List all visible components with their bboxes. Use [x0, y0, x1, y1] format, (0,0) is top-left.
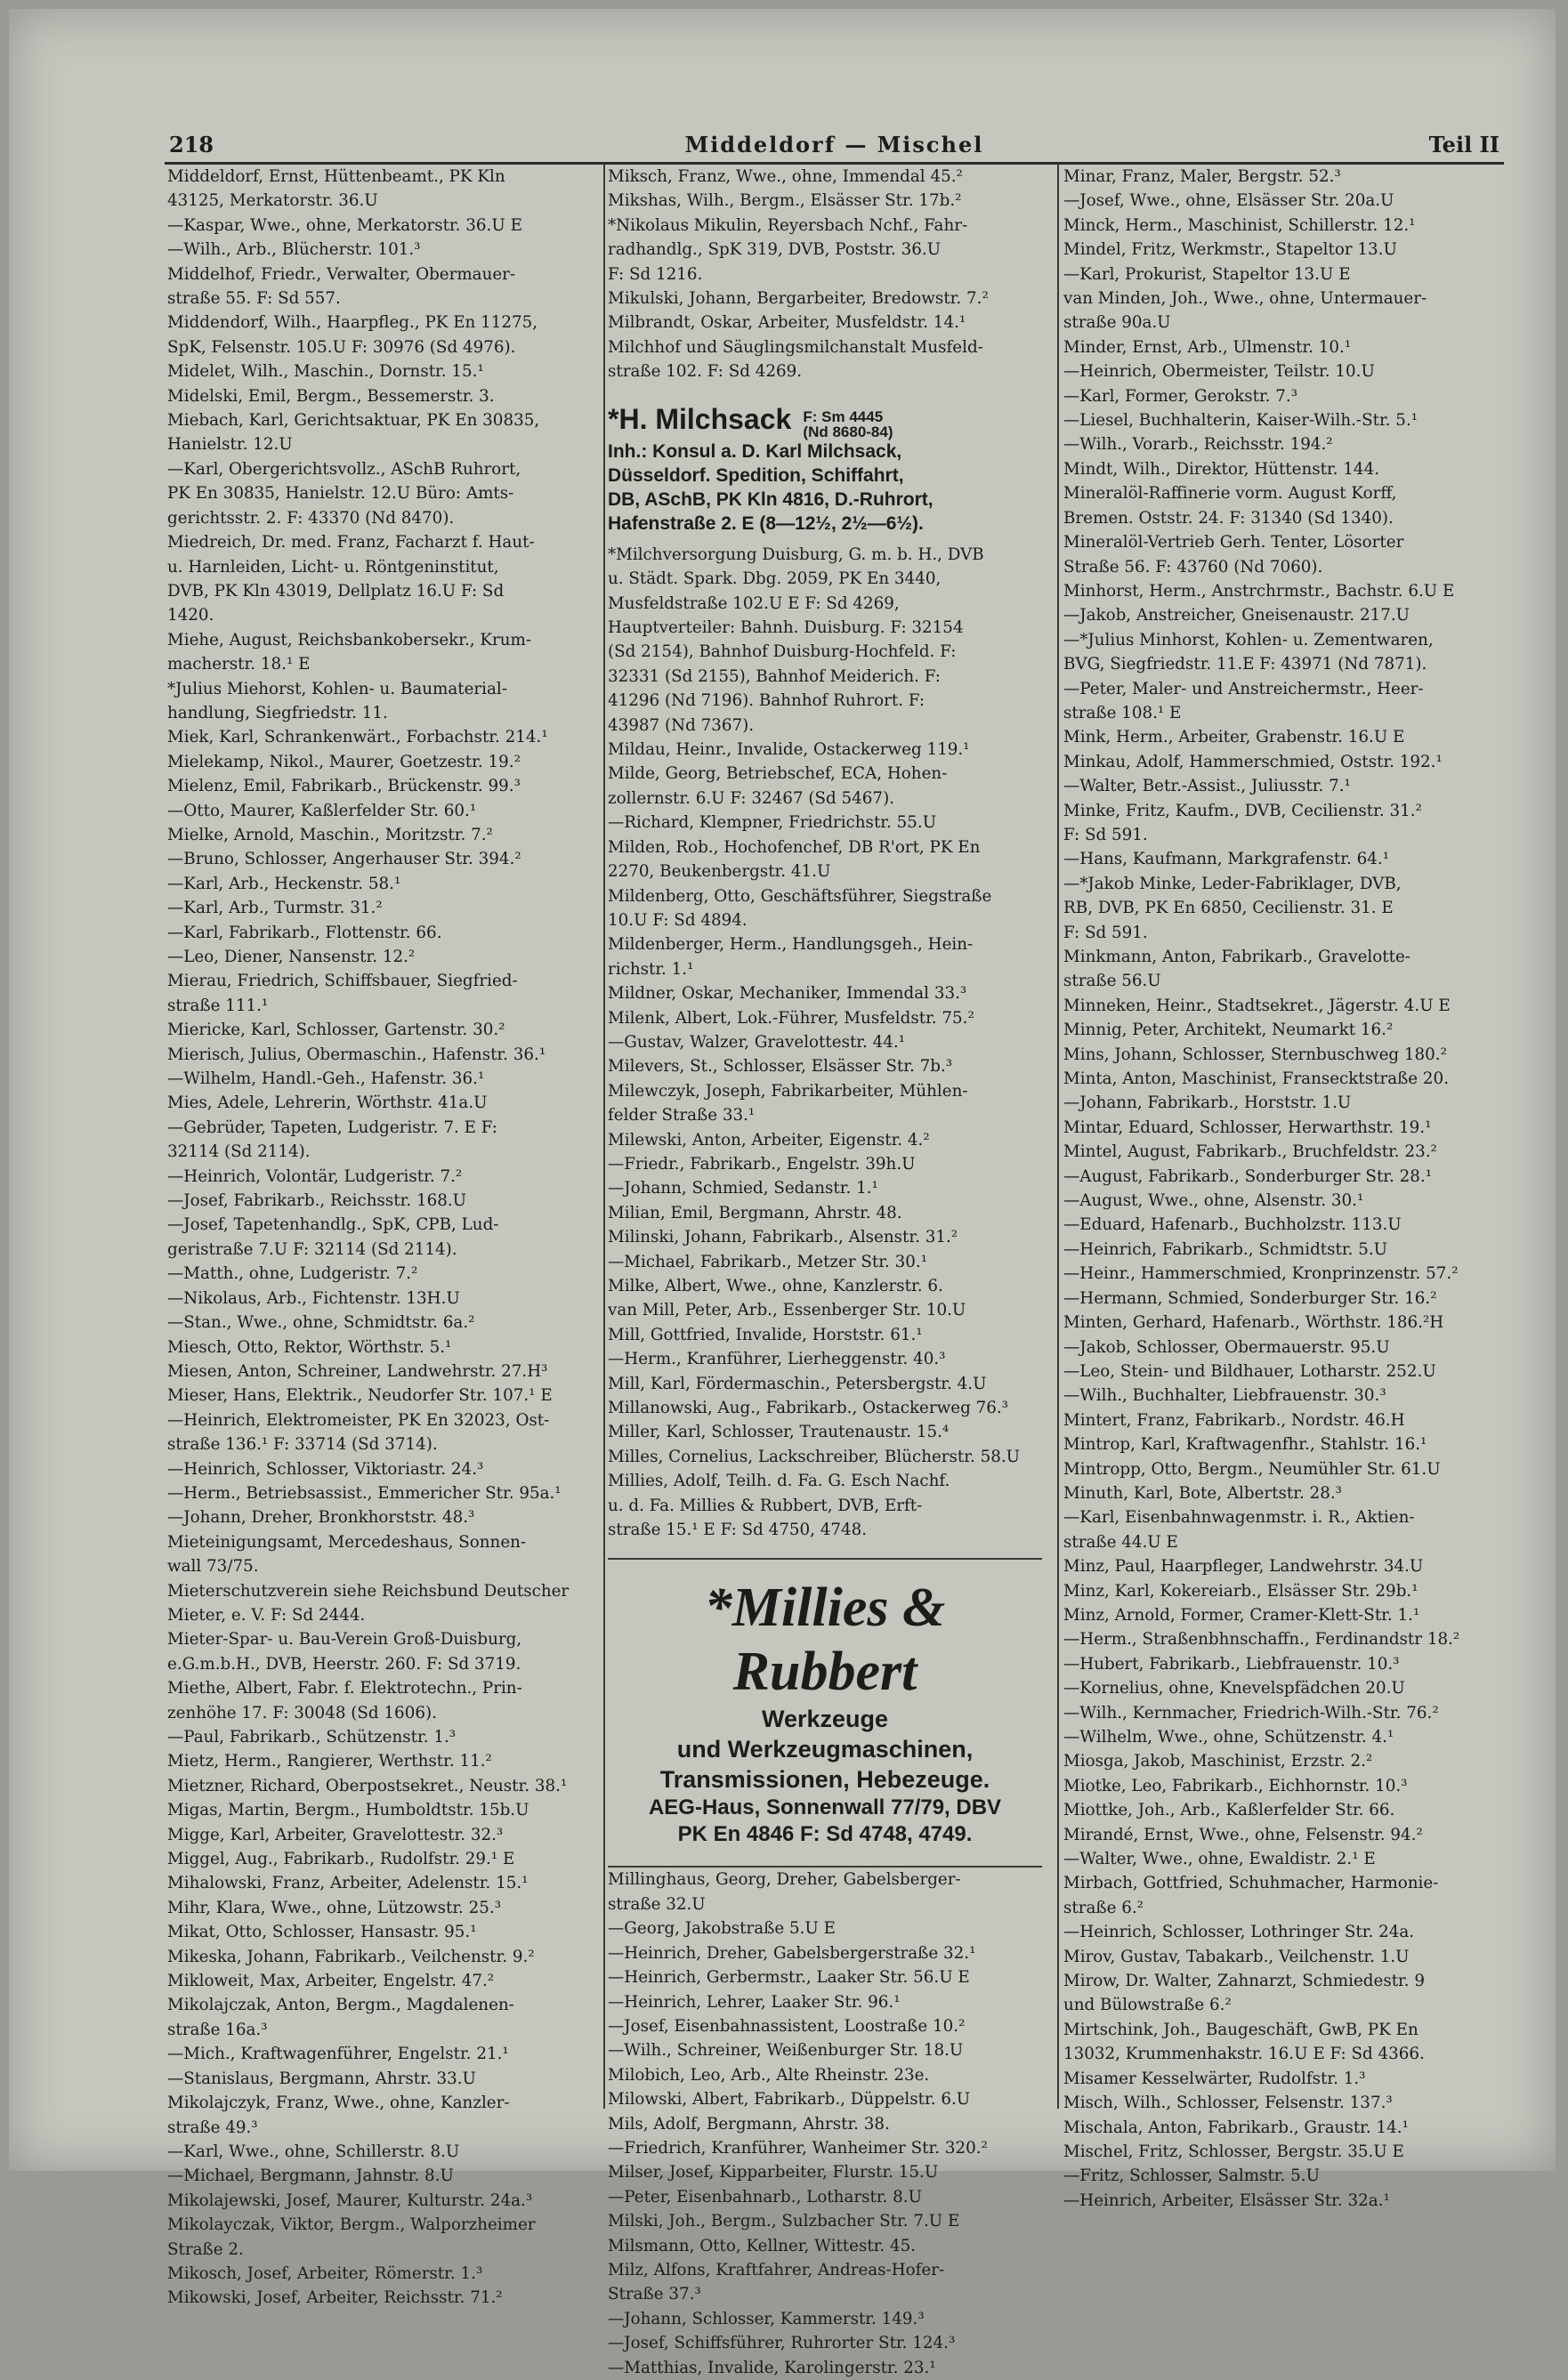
directory-line: F: Sd 591.	[1063, 825, 1148, 844]
directory-line: straße 55. F: Sd 557.	[167, 289, 341, 309]
directory-line: straße 111.¹	[167, 996, 269, 1015]
directory-line: straße 90a.U	[1063, 313, 1171, 333]
directory-line: straße 6.²	[1063, 1898, 1144, 1917]
directory-line: —Leo, Diener, Nansenstr. 12.²	[167, 948, 416, 966]
directory-line: straße 44.U E	[1063, 1532, 1178, 1552]
directory-line: —Herm., Kranführer, Lierheggenstr. 40.³	[608, 1350, 946, 1369]
directory-line: —Kaspar, Wwe., ohne, Merkatorstr. 36.U E	[167, 215, 522, 235]
directory-line: *Julius Miehorst, Kohlen- u. Baumaterial-	[167, 679, 507, 698]
directory-line: Minder, Ernst, Arb., Ulmenstr. 10.¹	[1063, 337, 1352, 357]
directory-line: u. Städt. Spark. Dbg. 2059, PK En 3440,	[608, 569, 942, 589]
directory-line: Mindel, Fritz, Werkmstr., Stapeltor 13.U	[1063, 240, 1397, 260]
directory-line: —Karl, Wwe., ohne, Schillerstr. 8.U	[167, 2142, 460, 2161]
ad-line: und Werkzeugmaschinen,	[676, 1736, 974, 1763]
directory-line: Straße 56. F: 43760 (Nd 7060).	[1063, 557, 1323, 577]
page-header	[165, 126, 1504, 165]
page-number: 218	[169, 132, 214, 157]
directory-line: Minz, Karl, Kokereiarb., Elsässer Str. 29b.¹	[1063, 1581, 1418, 1601]
milchsack-advertisement	[608, 402, 1042, 536]
directory-line: Miesch, Otto, Rektor, Wörthstr. 5.¹	[167, 1337, 452, 1357]
directory-line: van Minden, Joh., Wwe., ohne, Untermauer-	[1063, 289, 1427, 309]
directory-line: Minz, Paul, Haarpfleger, Landwehrstr. 34.U	[1063, 1557, 1424, 1577]
directory-line: —Georg, Jakobstraße 5.U E	[608, 1919, 836, 1939]
directory-line: Mintel, August, Fabrikarb., Bruchfeldstr. 23.²	[1063, 1142, 1437, 1162]
directory-line: —Wilh., Schreiner, Weißenburger Str. 18.U	[608, 2041, 964, 2061]
directory-line: Minhorst, Herm., Anstrchrmstr., Bachstr. 6.U E	[1063, 581, 1455, 601]
directory-line: —Stanislaus, Bergmann, Ahrstr. 33.U	[167, 2069, 476, 2088]
directory-line: 41296 (Nd 7196). Bahnhof Ruhrort. F:	[608, 691, 925, 711]
directory-line: Mikshas, Wilh., Bergm., Elsässer Str. 17b.²	[608, 191, 962, 211]
directory-line: Mieter-Spar- u. Bau-Verein Groß-Duisburg,	[167, 1630, 522, 1650]
directory-line: —Hermann, Schmied, Sonderburger Str. 16.²	[1063, 1288, 1437, 1308]
directory-line: F: Sd 1216.	[608, 264, 703, 284]
directory-line: Milles, Cornelius, Lackschreiber, Blücherstr. 58.U	[608, 1447, 1021, 1466]
directory-line: Bremen. Oststr. 24. F: 31340 (Sd 1340).	[1063, 508, 1394, 528]
directory-line: Mikat, Otto, Schlosser, Hansastr. 95.¹	[167, 1923, 477, 1942]
directory-line: Mihalowski, Franz, Arbeiter, Adelenstr. 15.¹	[167, 1874, 529, 1893]
directory-line: —Peter, Maler- und Anstreichermstr., Heer-	[1063, 679, 1424, 698]
directory-line: Mihr, Klara, Wwe., ohne, Lützowstr. 25.³	[167, 1898, 502, 1917]
directory-line: Hafenstraße 2. E (8—12½, 2½—6½).	[608, 512, 924, 534]
directory-line: straße 56.U	[1063, 972, 1161, 991]
directory-line: —Heinrich, Schlosser, Lothringer Str. 24a.	[1063, 1923, 1415, 1942]
directory-line: —Gebrüder, Tapeten, Ludgeristr. 7. E F:	[167, 1117, 497, 1137]
directory-line: Mins, Johann, Schlosser, Sternbuschweg 180.²	[1063, 1045, 1447, 1064]
directory-line: —Eduard, Hafenarb., Buchholzstr. 113.U	[1063, 1215, 1402, 1235]
directory-line: —Michael, Fabrikarb., Metzer Str. 30.¹	[608, 1252, 928, 1271]
directory-line: Minten, Gerhard, Hafenarb., Wörthstr. 186.²H	[1063, 1313, 1444, 1333]
directory-line: straße 15.¹ E F: Sd 4750, 4748.	[608, 1521, 868, 1540]
directory-line: —*Jakob Minke, Leder-Fabriklager, DVB,	[1063, 874, 1402, 893]
ad-line: AEG-Haus, Sonnenwall 77/79, DBV	[648, 1795, 1002, 1820]
directory-line: und Bülowstraße 6.²	[1063, 1996, 1232, 2015]
directory-line: Mieterschutzverein siehe Reichsbund Deutscher	[167, 1581, 570, 1601]
directory-line: SpK, Felsenstr. 105.U F: 30976 (Sd 4976).	[167, 337, 516, 357]
directory-line: Milchhof und Säuglingsmilchanstalt Musfeld-	[608, 337, 983, 357]
directory-line: —Heinrich, Fabrikarb., Schmidtstr. 5.U	[1063, 1239, 1388, 1259]
directory-line: Mikolayczak, Viktor, Bergm., Walporzheimer	[167, 2215, 536, 2235]
directory-line: Minta, Anton, Maschinist, Fransecktstraße 20.	[1063, 1069, 1450, 1089]
entries-top	[608, 165, 1042, 384]
directory-line: —Gustav, Walzer, Gravelottestr. 44.¹	[608, 1032, 906, 1052]
directory-line: Miehe, August, Reichsbankobersekr., Krum-	[167, 630, 532, 649]
directory-line: 1420.	[167, 606, 214, 625]
millies-rubbert-advertisement	[608, 1558, 1042, 1868]
directory-line: —Johann, Fabrikarb., Horststr. 1.U	[1063, 1093, 1352, 1113]
directory-line: DVB, PK Kln 43019, Dellplatz 16.U F: Sd	[167, 581, 505, 601]
directory-line: Hanielstr. 12.U	[167, 435, 293, 455]
directory-line: —Wilh., Kernmacher, Friedrich-Wilh.-Str. 76.²	[1063, 1703, 1439, 1722]
ad-line: Transmissionen, Hebezeuge.	[659, 1766, 990, 1794]
directory-line: Mischala, Anton, Fabrikarb., Graustr. 14.¹	[1063, 2118, 1409, 2137]
directory-line: —Heinrich, Gerbermstr., Laaker Str. 56.U E	[608, 1968, 970, 1988]
directory-line: Mieteinigungsamt, Mercedeshaus, Sonnen-	[167, 1532, 527, 1552]
directory-line: PK En 30835, Hanielstr. 12.U Büro: Amts-	[167, 484, 514, 504]
directory-line: Mildner, Oskar, Mechaniker, Immendal 33.³	[608, 984, 967, 1004]
directory-line: DB, ASchB, PK Kln 4816, D.-Ruhrort,	[608, 488, 934, 510]
directory-line: Middeldorf, Ernst, Hüttenbeamt., PK Kln	[167, 167, 505, 186]
directory-line: 43125, Merkatorstr. 36.U	[167, 191, 378, 211]
directory-line: —Heinrich, Lehrer, Laaker Str. 96.¹	[608, 1992, 901, 2012]
directory-line: Mischel, Fritz, Schlosser, Bergstr. 35.U E	[1063, 2142, 1404, 2161]
directory-line: 32331 (Sd 2155), Bahnhof Meiderich. F:	[608, 666, 941, 686]
directory-line: Mierau, Friedrich, Schiffsbauer, Siegfried-	[167, 972, 518, 991]
directory-line: Mirbach, Gottfried, Schuhmacher, Harmonie-	[1063, 1874, 1439, 1893]
directory-line: (Sd 2154), Bahnhof Duisburg-Hochfeld. F:	[608, 642, 957, 662]
directory-line: Mirov, Gustav, Tabakarb., Veilchenstr. 1.U	[1063, 1947, 1410, 1966]
directory-line: —August, Wwe., ohne, Alsenstr. 30.¹	[1063, 1191, 1364, 1211]
directory-line: Mietz, Herm., Rangierer, Werthstr. 11.²	[167, 1752, 492, 1771]
directory-line: straße 108.¹ E	[1063, 703, 1182, 722]
directory-line: Mill, Gottfried, Invalide, Horststr. 61.¹	[608, 1325, 923, 1344]
directory-line: —Johann, Dreher, Bronkhorststr. 48.³	[167, 1508, 475, 1528]
directory-line: 13032, Krummenhakstr. 16.U E F: Sd 4366.	[1063, 2045, 1425, 2064]
directory-line: —Josef, Tapetenhandlg., SpK, CPB, Lud-	[167, 1215, 499, 1235]
directory-line: —Wilhelm, Handl.-Geh., Hafenstr. 36.¹	[167, 1069, 485, 1089]
directory-line: Milowski, Albert, Fabrikarb., Düppelstr. 6.U	[608, 2090, 971, 2110]
directory-line: straße 16a.³	[167, 2020, 268, 2039]
directory-line: —Richard, Klempner, Friedrichstr. 55.U	[608, 813, 937, 833]
directory-line: Middelhof, Friedr., Verwalter, Obermauer-	[167, 264, 516, 284]
directory-line: —Friedr., Fabrikarb., Engelstr. 39h.U	[608, 1154, 916, 1174]
directory-line: Miethe, Albert, Fabr. f. Elektrotechn., Prin-	[167, 1679, 522, 1698]
directory-line: —Herm., Betriebsassist., Emmericher Str. 95a.¹	[167, 1483, 562, 1503]
directory-line: BVG, Siegfriedstr. 11.E F: 43971 (Nd 7871).	[1063, 655, 1427, 674]
directory-line: Minz, Arnold, Former, Cramer-Klett-Str. 1.¹	[1063, 1605, 1420, 1625]
directory-line: Mikulski, Johann, Bergarbeiter, Bredowstr. 7.²	[608, 289, 989, 309]
directory-line: —Fritz, Schlosser, Salmstr. 5.U	[1063, 2166, 1321, 2186]
directory-line: Mikowski, Josef, Arbeiter, Reichsstr. 71.²	[167, 2288, 503, 2308]
directory-line: Miller, Karl, Schlosser, Trautenaustr. 15.⁴	[608, 1423, 950, 1442]
directory-line: Millies, Adolf, Teilh. d. Fa. G. Esch Nachf.	[608, 1472, 950, 1491]
directory-line: u. Harnleiden, Licht- u. Röntgeninstitut,	[167, 557, 499, 577]
column-left	[167, 165, 602, 2311]
directory-line: Mieter, e. V. F: Sd 2444.	[167, 1605, 366, 1625]
directory-line: —Josef, Schiffsführer, Ruhrorter Str. 124.³	[608, 2334, 956, 2353]
directory-line: —Matthias, Invalide, Karolingerstr. 23.¹	[608, 2358, 936, 2377]
directory-line: Midelski, Emil, Bergm., Bessemerstr. 3.	[167, 386, 495, 406]
directory-line: —Michael, Bergmann, Jahnstr. 8.U	[167, 2166, 454, 2186]
directory-line: —Walter, Betr.-Assist., Juliusstr. 7.¹	[1063, 777, 1351, 796]
directory-line: Düsseldorf. Spedition, Schiffahrt,	[608, 464, 904, 486]
directory-line: Miebach, Karl, Gerichtsaktuar, PK En 30835,	[167, 411, 540, 431]
entries-bottom	[608, 1868, 1042, 2380]
directory-line: —Matth., ohne, Ludgeristr. 7.²	[167, 1264, 418, 1284]
directory-line: Midelet, Wilh., Maschin., Dornstr. 15.¹	[167, 362, 484, 382]
directory-line: Millanowski, Aug., Fabrikarb., Ostackerweg 76.³	[608, 1399, 1008, 1418]
directory-line: —Heinrich, Elektromeister, PK En 32023, Ost-	[167, 1410, 550, 1430]
directory-line: —Nikolaus, Arb., Fichtenstr. 13H.U	[167, 1288, 460, 1308]
directory-line: —Wilhelm, Wwe., ohne, Schützenstr. 4.¹	[1063, 1728, 1394, 1747]
directory-line: Misch, Wilh., Schlosser, Felsenstr. 137.³	[1063, 2094, 1393, 2113]
directory-line: zenhöhe 17. F: 30048 (Sd 1606).	[167, 1703, 437, 1722]
directory-line: Miotke, Leo, Fabrikarb., Eichhornstr. 10.³	[1063, 1776, 1408, 1795]
directory-line: Mielekamp, Nikol., Maurer, Goetzestr. 19.²	[167, 752, 521, 771]
directory-line: —Karl, Eisenbahnwagenmstr. i. R., Aktien-	[1063, 1508, 1415, 1528]
directory-line: Miedreich, Dr. med. Franz, Facharzt f. Haut-	[167, 533, 535, 553]
column-middle	[608, 165, 1042, 2380]
directory-line: Mikosch, Josef, Arbeiter, Römerstr. 1.³	[167, 2263, 483, 2283]
directory-line: macherstr. 18.¹ E	[167, 655, 311, 674]
directory-line: —Heinrich, Dreher, Gabelsbergerstraße 32.¹	[608, 1943, 976, 1963]
directory-line: 32114 (Sd 2114).	[167, 1142, 311, 1162]
directory-line: Minke, Fritz, Kaufm., DVB, Cecilienstr. 31.²	[1063, 801, 1422, 820]
directory-line: Middendorf, Wilh., Haarpfleg., PK En 11275,	[167, 313, 538, 333]
directory-line: —Wilh., Buchhalter, Liebfrauenstr. 30.³	[1063, 1386, 1386, 1406]
directory-line: Miek, Karl, Schrankenwärt., Forbachstr. 214.¹	[167, 728, 548, 747]
directory-line: —Jakob, Schlosser, Obermauerstr. 95.U	[1063, 1337, 1390, 1357]
directory-line: —Wilh., Vorarb., Reichsstr. 194.²	[1063, 435, 1333, 455]
directory-line: Minck, Herm., Maschinist, Schillerstr. 12.¹	[1063, 215, 1416, 235]
directory-line: 43987 (Nd 7367).	[608, 715, 755, 735]
millies-rubbert-name: *Millies & Rubbert	[704, 1577, 946, 1703]
directory-line: Mierisch, Julius, Obermaschin., Hafenstr. 36.¹	[167, 1045, 546, 1064]
directory-line: Mill, Karl, Fördermaschin., Petersbergstr. 4.U	[608, 1374, 987, 1393]
directory-line: Minnig, Peter, Architekt, Neumarkt 16.²	[1063, 1021, 1394, 1040]
directory-line: Inh.: Konsul a. D. Karl Milchsack,	[608, 440, 902, 462]
directory-line: Mirow, Dr. Walter, Zahnarzt, Schmiedestr. 9	[1063, 1972, 1426, 1991]
directory-line: —Walter, Wwe., ohne, Ewaldistr. 2.¹ E	[1063, 1850, 1376, 1869]
ad-line: Werkzeuge	[761, 1706, 889, 1733]
directory-line: —August, Fabrikarb., Sonderburger Str. 28.¹	[1063, 1166, 1433, 1186]
directory-line: —Paul, Fabrikarb., Schützenstr. 1.³	[167, 1728, 457, 1747]
directory-line: Mikolajewski, Josef, Maurer, Kulturstr. 24a.³	[167, 2190, 533, 2210]
ad-line: PK En 4846 F: Sd 4748, 4749.	[677, 1822, 973, 1847]
directory-line: —Kornelius, ohne, Knevelspfädchen 20.U	[1063, 1679, 1405, 1698]
directory-line: Mink, Herm., Arbeiter, Grabenstr. 16.U E	[1063, 728, 1405, 747]
directory-line: straße 136.¹ F: 33714 (Sd 3714).	[167, 1435, 438, 1455]
directory-line: Milden, Rob., Hochofenchef, DB R'ort, PK En	[608, 837, 981, 857]
directory-line: Mildenberg, Otto, Geschäftsführer, Siegstraße	[608, 886, 992, 906]
directory-line: *Milchversorgung Duisburg, G. m. b. H., DVB	[608, 545, 984, 564]
directory-line: Milke, Albert, Wwe., ohne, Kanzlerstr. 6.	[608, 1277, 943, 1296]
directory-line: Millinghaus, Georg, Dreher, Gabelsberger-	[608, 1870, 961, 1890]
directory-line: —Jakob, Anstreicher, Gneisenaustr. 217.U	[1063, 606, 1410, 625]
directory-line: —Karl, Fabrikarb., Flottenstr. 66.	[167, 923, 442, 942]
directory-line: Mirandé, Ernst, Wwe., ohne, Felsenstr. 94.²	[1063, 1825, 1423, 1844]
directory-line: —Josef, Fabrikarb., Reichsstr. 168.U	[167, 1191, 467, 1211]
part-label: Teil II	[1428, 132, 1499, 157]
directory-line: Mikloweit, Max, Arbeiter, Engelstr. 47.²	[167, 1972, 495, 1991]
directory-line: Milevers, St., Schlosser, Elsässer Str. 7b.³	[608, 1057, 953, 1077]
column-right	[1063, 165, 1498, 2213]
directory-line: —Josef, Wwe., ohne, Elsässer Str. 20a.U	[1063, 191, 1394, 211]
directory-line: gerichtsstr. 2. F: 43370 (Nd 8470).	[167, 508, 455, 528]
directory-line: Miggel, Aug., Fabrikarb., Rudolfstr. 29.¹ E	[167, 1850, 515, 1869]
directory-line: richstr. 1.¹	[608, 959, 694, 979]
directory-line: *Nikolaus Mikulin, Reyersbach Nchf., Fahr-	[608, 215, 968, 235]
directory-line: Mikeska, Johann, Fabrikarb., Veilchenstr. 9.²	[167, 1947, 535, 1966]
directory-line: Straße 37.³	[608, 2285, 701, 2304]
directory-line: Milobich, Leo, Arb., Alte Rheinstr. 23e.	[608, 2065, 930, 2085]
directory-line: Milz, Alfons, Kraftfahrer, Andreas-Hofer-	[608, 2260, 945, 2279]
directory-line: Milde, Georg, Betriebschef, ECA, Hohen-	[608, 764, 948, 784]
directory-line: Minar, Franz, Maler, Bergstr. 52.³	[1063, 167, 1341, 186]
directory-line: —Leo, Stein- und Bildhauer, Lotharstr. 252.U	[1063, 1361, 1436, 1381]
directory-line: Miericke, Karl, Schlosser, Gartenstr. 30.²	[167, 1021, 505, 1040]
column-rule	[1057, 165, 1059, 2109]
directory-line: Mindt, Wilh., Direktor, Hüttenstr. 144.	[1063, 459, 1380, 479]
directory-line: Mirtschink, Joh., Baugeschäft, GwB, PK En	[1063, 2020, 1418, 2039]
directory-line: —Wilh., Arb., Blücherstr. 101.³	[167, 240, 421, 260]
directory-line: Straße 2.	[167, 2239, 244, 2259]
directory-line: Milenk, Albert, Lok.-Führer, Musfeldstr. 75.²	[608, 1008, 974, 1028]
directory-line: —Karl, Former, Gerokstr. 7.³	[1063, 386, 1298, 406]
directory-line: —Hubert, Fabrikarb., Liebfrauenstr. 10.³	[1063, 1654, 1400, 1674]
directory-line: Milsmann, Otto, Kellner, Wittestr. 45.	[608, 2236, 917, 2255]
directory-line: —Friedrich, Kranführer, Wanheimer Str. 320.²	[608, 2138, 988, 2158]
directory-line: —Hans, Kaufmann, Markgrafenstr. 64.¹	[1063, 850, 1390, 869]
directory-line: F: Sd 591.	[1063, 923, 1148, 942]
directory-line: handlung, Siegfriedstr. 11.	[167, 703, 388, 722]
directory-line: Miosga, Jakob, Maschinist, Erzstr. 2.²	[1063, 1752, 1373, 1771]
directory-line: —Johann, Schmied, Sedanstr. 1.¹	[608, 1179, 878, 1198]
directory-line: Milski, Joh., Bergm., Sulzbacher Str. 7.U E	[608, 2212, 960, 2231]
directory-line: Mildau, Heinr., Invalide, Ostackerweg 119.¹	[608, 740, 970, 760]
directory-line: —Liesel, Buchhalterin, Kaiser-Wilh.-Str. 5.¹	[1063, 411, 1418, 431]
directory-line: Mikolajczak, Anton, Bergm., Magdalenen-	[167, 1996, 514, 2015]
directory-line: —Otto, Maurer, Kaßlerfelder Str. 60.¹	[167, 801, 477, 820]
directory-line: Milinski, Johann, Fabrikarb., Alsenstr. 31.²	[608, 1228, 958, 1247]
directory-line: Miesen, Anton, Schreiner, Landwehrstr. 27.H³	[167, 1361, 548, 1381]
directory-line: Mineralöl-Vertrieb Gerh. Tenter, Lösorter	[1063, 533, 1404, 553]
directory-line: Milian, Emil, Bergmann, Ahrstr. 48.	[608, 1203, 902, 1222]
directory-line: u. d. Fa. Millies & Rubbert, DVB, Erft-	[608, 1496, 923, 1515]
directory-line: —*Julius Minhorst, Kohlen- u. Zementwaren,	[1063, 630, 1434, 649]
milchsack-phone: F: Sm 4445 (Nd 8680-84)	[803, 407, 893, 440]
directory-line: Migge, Karl, Arbeiter, Gravelottestr. 32.³	[167, 1825, 504, 1844]
directory-line: RB, DVB, PK En 6850, Cecilienstr. 31. E	[1063, 899, 1394, 918]
milchsack-name: *H. Milchsack	[608, 402, 792, 435]
directory-line: Milewczyk, Joseph, Fabrikarbeiter, Mühlen-	[608, 1081, 968, 1101]
directory-line: —Heinrich, Arbeiter, Elsässer Str. 32a.¹	[1063, 2190, 1390, 2210]
directory-line: —Johann, Schlosser, Kammerstr. 149.³	[608, 2309, 925, 2328]
directory-line: —Herm., Straßenbhnschaffn., Ferdinandstr 18.²	[1063, 1630, 1460, 1650]
directory-line: —Karl, Obergerichtsvollz., ASchB Ruhrort,	[167, 459, 521, 479]
directory-line: —Heinrich, Volontär, Ludgeristr. 7.²	[167, 1166, 463, 1186]
directory-line: Mietzner, Richard, Oberpostsekret., Neustr. 38.¹	[167, 1776, 568, 1795]
directory-line: radhandlg., SpK 319, DVB, Poststr. 36.U	[608, 240, 942, 260]
directory-line: Minkau, Adolf, Hammerschmied, Oststr. 192.¹	[1063, 752, 1443, 771]
column-rule	[603, 165, 605, 2109]
directory-line: Milbrandt, Oskar, Arbeiter, Musfeldstr. 14.¹	[608, 313, 966, 333]
directory-line: Milser, Josef, Kipparbeiter, Flurstr. 15.U	[608, 2163, 939, 2182]
directory-line: Mils, Adolf, Bergmann, Ahrstr. 38.	[608, 2114, 890, 2134]
directory-line: —Bruno, Schlosser, Angerhauser Str. 394.²	[167, 850, 521, 869]
directory-line: Mielke, Arnold, Maschin., Moritzstr. 7.²	[167, 825, 493, 844]
directory-line: —Karl, Prokurist, Stapeltor 13.U E	[1063, 264, 1351, 284]
milchsack-lines	[608, 440, 1042, 536]
directory-line: Minneken, Heinr., Stadtsekret., Jägerstr. 4.U E	[1063, 996, 1451, 1015]
directory-line: Miksch, Franz, Wwe., ohne, Immendal 45.²	[608, 167, 963, 186]
directory-line: Mintropp, Otto, Bergm., Neumühler Str. 61.U	[1063, 1459, 1441, 1479]
directory-line: Minkmann, Anton, Fabrikarb., Gravelotte-	[1063, 948, 1410, 966]
directory-line: Milewski, Anton, Arbeiter, Eigenstr. 4.²	[608, 1130, 930, 1150]
directory-line: —Karl, Arb., Heckenstr. 58.¹	[167, 874, 401, 893]
directory-line: Mintert, Franz, Fabrikarb., Nordstr. 46.H	[1063, 1410, 1405, 1430]
directory-line: Mildenberger, Herm., Handlungsgeh., Hein-	[608, 935, 974, 955]
directory-line: Mineralöl-Raffinerie vorm. August Korff,	[1063, 484, 1397, 504]
directory-line: —Peter, Eisenbahnarb., Lotharstr. 8.U	[608, 2187, 923, 2207]
directory-line: geristraße 7.U F: 32114 (Sd 2114).	[167, 1239, 457, 1259]
directory-page	[9, 9, 1556, 2377]
directory-line: Misamer Kesselwärter, Rudolfstr. 1.³	[1063, 2069, 1366, 2088]
directory-line: Mieser, Hans, Elektrik., Neudorfer Str. 107.¹ E	[167, 1386, 553, 1406]
directory-line: e.G.m.b.H., DVB, Heerstr. 260. F: Sd 3719.	[167, 1654, 521, 1674]
directory-line: Hauptverteiler: Bahnh. Duisburg. F: 32154	[608, 618, 964, 638]
directory-line: Mintar, Eduard, Schlosser, Herwarthstr. 19.¹	[1063, 1117, 1432, 1137]
directory-line: Minuth, Karl, Bote, Albertstr. 28.³	[1063, 1483, 1342, 1503]
directory-line: straße 49.³	[167, 2118, 258, 2137]
directory-line: Migas, Martin, Bergm., Humboldtstr. 15b.U	[167, 1801, 529, 1820]
directory-line: —Josef, Eisenbahnassistent, Loostraße 10.²	[608, 2016, 966, 2036]
directory-line: Mielenz, Emil, Fabrikarb., Brückenstr. 99.³	[167, 777, 521, 796]
directory-line: —Heinrich, Obermeister, Teilstr. 10.U	[1063, 362, 1375, 382]
directory-line: straße 102. F: Sd 4269.	[608, 362, 803, 382]
directory-line: Miottke, Joh., Arb., Kaßlerfelder Str. 66.	[1063, 1801, 1395, 1820]
directory-line: straße 32.U	[608, 1894, 706, 1914]
entries-middle	[608, 543, 1042, 1543]
directory-line: felder Straße 33.¹	[608, 1106, 756, 1125]
running-title: Middeldorf — Mischel	[684, 132, 984, 157]
directory-line: Musfeldstraße 102.U E F: Sd 4269,	[608, 593, 900, 613]
directory-line: zollernstr. 6.U F: 32467 (Sd 5467).	[608, 788, 895, 808]
directory-line: Mikolajczyk, Franz, Wwe., ohne, Kanzler-	[167, 2094, 510, 2113]
directory-line: —Heinrich, Schlosser, Viktoriastr. 24.³	[167, 1459, 484, 1479]
directory-line: Mintrop, Karl, Kraftwagenfhr., Stahlstr. 16.¹	[1063, 1435, 1427, 1455]
directory-line: van Mill, Peter, Arb., Essenberger Str. 10.U	[608, 1301, 966, 1320]
directory-line: 2270, Beukenbergstr. 41.U	[608, 862, 831, 882]
directory-line: Mies, Adele, Lehrerin, Wörthstr. 41a.U	[167, 1093, 488, 1113]
directory-line: —Mich., Kraftwagenführer, Engelstr. 21.¹	[167, 2045, 509, 2064]
directory-line: wall 73/75.	[167, 1557, 259, 1577]
directory-line: —Karl, Arb., Turmstr. 31.²	[167, 899, 383, 918]
directory-line: —Heinr., Hammerschmied, Kronprinzenstr. 57.²	[1063, 1264, 1459, 1284]
directory-line: 10.U F: Sd 4894.	[608, 910, 748, 930]
directory-line: —Stan., Wwe., ohne, Schmidtstr. 6a.²	[167, 1313, 475, 1333]
